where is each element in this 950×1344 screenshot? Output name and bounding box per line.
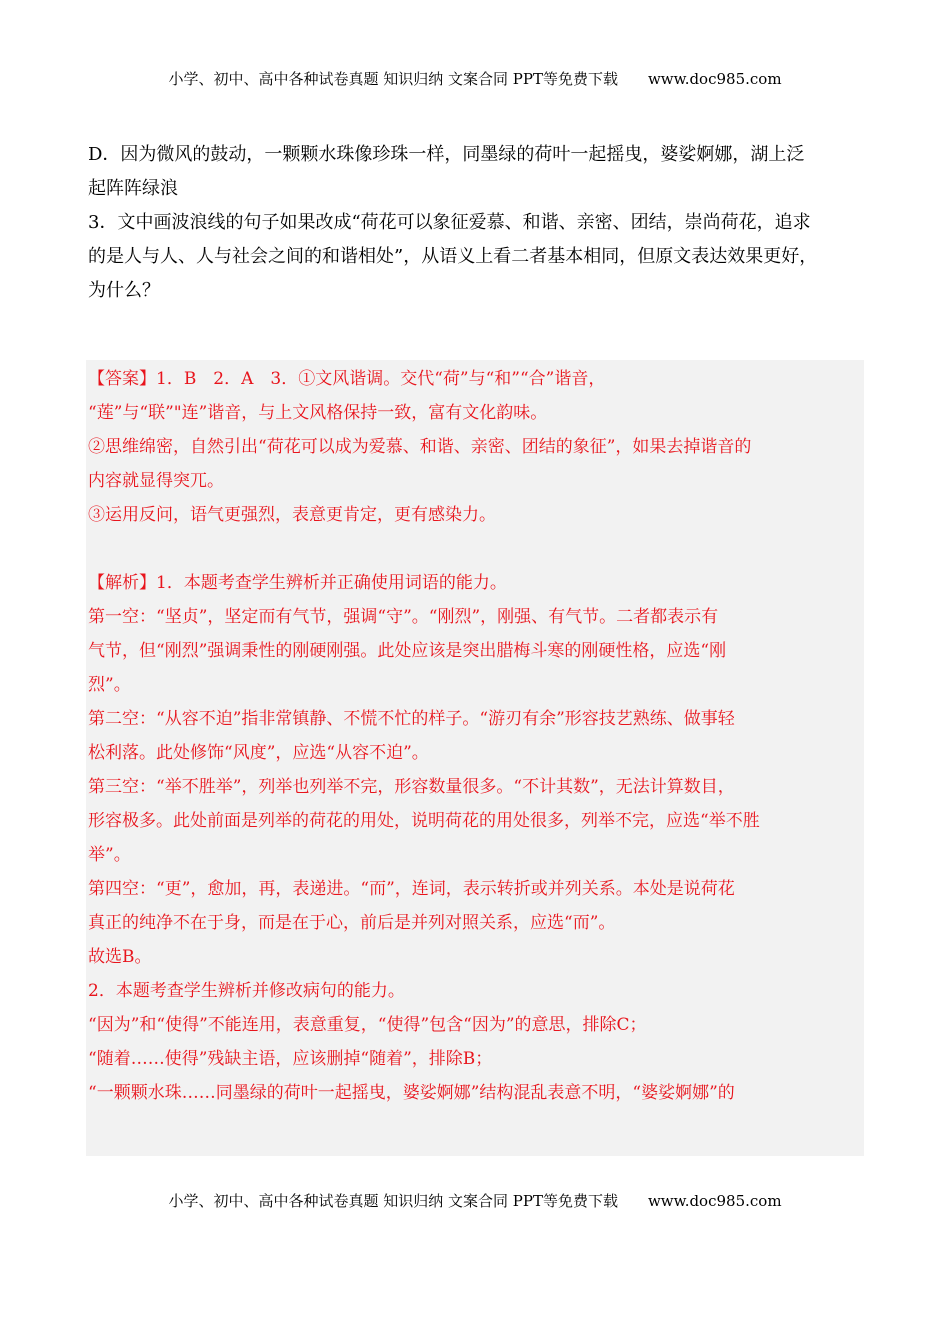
page-header bbox=[0, 68, 950, 89]
analysis-line-12: 故选B。 bbox=[88, 947, 152, 967]
analysis-line-15: “随着……使得”残缺主语，应该删掉“随着”，排除B； bbox=[88, 1049, 493, 1069]
analysis-line-4: 烈”。 bbox=[88, 675, 131, 695]
analysis-line-8: 形容极多。此处前面是列举的荷花的用处，说明荷花的用处很多，列举不完，应选“举不胜 bbox=[88, 811, 760, 831]
answer-line-5: ③运用反问，语气更强烈，表意更肯定，更有感染力。 bbox=[88, 505, 496, 525]
answer-spacer bbox=[88, 532, 858, 566]
analysis-line-2: 第一空：“坚贞”，坚定而有气节，强调“守”。“刚烈”，刚强、有气节。二者都表示有 bbox=[88, 607, 719, 627]
question-section bbox=[88, 138, 858, 308]
answer-line-4: 内容就显得突兀。 bbox=[88, 471, 224, 491]
analysis-line-14: “因为”和“使得”不能连用，表意重复，“使得”包含“因为”的意思，排除C； bbox=[88, 1015, 647, 1035]
analysis-line-13: 2．本题考查学生辨析并修改病句的能力。 bbox=[88, 981, 405, 1001]
question-3-line-2: 的是人与人、人与社会之间的和谐相处”，从语义上看二者基本相同，但原文表达效果更好， bbox=[88, 246, 818, 267]
answer-line-1: 【答案】1．B 2．A 3．①文风谐调。交代“荷”与“和”“合”谐音， bbox=[88, 369, 606, 389]
footer-text: 小学、初中、高中各种试卷真题 知识归纳 文案合同 PPT等免费下载 bbox=[168, 1192, 618, 1210]
footer-site-link[interactable]: www.doc985.com bbox=[647, 1192, 782, 1210]
analysis-line-7: 第三空：“举不胜举”，列举也列举不完，形容数量很多。“不计其数”，无法计算数目， bbox=[88, 777, 735, 797]
page-footer bbox=[0, 1190, 950, 1211]
answer-line-2: “莲”与“联”"连”谐音，与上文风格保持一致，富有文化韵味。 bbox=[88, 403, 548, 423]
analysis-line-5: 第二空：“从容不迫”指非常镇静、不慌不忙的样子。“游刃有余”形容技艺熟练、做事轻 bbox=[88, 709, 735, 729]
analysis-line-10: 第四空：“更”，愈加，再，表递进。“而”，连词，表示转折或并列关系。本处是说荷花 bbox=[88, 879, 735, 899]
option-d-line-1: D．因为微风的鼓动，一颗颗水珠像珍珠一样，同墨绿的荷叶一起摇曳，婆娑婀娜，湖上泛 bbox=[88, 144, 805, 165]
analysis-line-6: 松利落。此处修饰“风度”，应选“从容不迫”。 bbox=[88, 743, 429, 763]
answer-line-3: ②思维绵密，自然引出“荷花可以成为爱慕、和谐、亲密、团结的象征”，如果去掉谐音的 bbox=[88, 437, 752, 457]
analysis-line-3: 气节，但“刚烈”强调秉性的刚硬刚强。此处应该是突出腊梅斗寒的刚硬性格，应选“刚 bbox=[88, 641, 727, 661]
question-3-line-3: 为什么？ bbox=[88, 280, 160, 301]
header-text: 小学、初中、高中各种试卷真题 知识归纳 文案合同 PPT等免费下载 bbox=[168, 70, 618, 88]
analysis-line-9: 举”。 bbox=[88, 845, 131, 865]
answer-section bbox=[88, 362, 858, 1110]
analysis-line-1: 【解析】1．本题考查学生辨析并正确使用词语的能力。 bbox=[88, 573, 507, 593]
option-d-line-2: 起阵阵绿浪 bbox=[88, 178, 178, 199]
question-3-line-1: 3．文中画波浪线的句子如果改成“荷花可以象征爱慕、和谐、亲密、团结，崇尚荷花，追求 bbox=[88, 212, 811, 233]
header-site-link[interactable]: www.doc985.com bbox=[647, 70, 782, 88]
analysis-line-16: “一颗颗水珠……同墨绿的荷叶一起摇曳，婆娑婀娜”结构混乱表意不明，“婆娑婀娜”的 bbox=[88, 1083, 735, 1103]
analysis-line-11: 真正的纯净不在于身，而是在于心，前后是并列对照关系，应选“而”。 bbox=[88, 913, 616, 933]
